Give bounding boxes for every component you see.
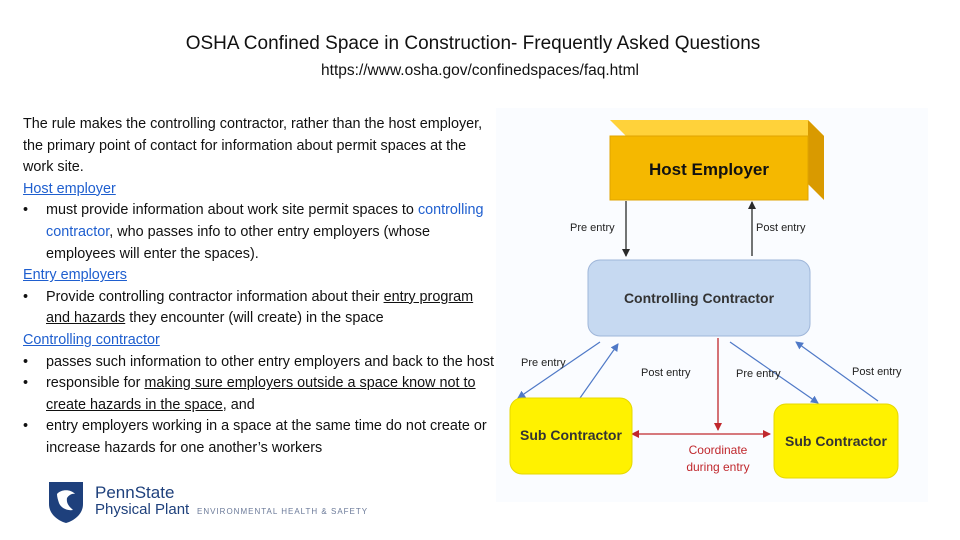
pre-entry-label-left: Pre entry (521, 357, 566, 369)
controlling-contractor-label: Controlling Contractor (623, 290, 775, 306)
coordinate-label-line1: Coordinate (688, 443, 748, 457)
penn-state-logo (45, 480, 465, 524)
controlling-contractor-term: controlling contractor (46, 202, 484, 240)
body-text (23, 114, 495, 460)
logo-line-1: PennState (95, 483, 175, 502)
host-employer-bullet: • must provide information about work site permit spaces to controlling contractor, who passes info to other entry employers (whose employees will enter the spaces). (23, 200, 495, 265)
controlling-contractor-bullet-2: • responsible for making sure employers outside a space know not to create hazards in the space, and (23, 373, 495, 416)
pre-entry-label-top: Pre entry (570, 222, 615, 234)
logo-line-3: ENVIRONMENTAL HEALTH & SAFETY (197, 507, 369, 516)
entry-employers-bullet: • Provide controlling contractor information about their entry program and hazards they encounter (will create) in the space (23, 287, 495, 330)
pre-entry-label-right: Pre entry (736, 368, 781, 380)
nittany-lion-shield-icon (45, 480, 87, 524)
contractor-flow-diagram (496, 108, 928, 502)
controlling-contractor-bullet-3: • entry employers working in a space at the same time do not create or increase hazards for one another’s workers (23, 416, 495, 459)
intro-paragraph: The rule makes the controlling contractor, rather than the host employer, the primary point of contact for information about permit spaces at the work site. (23, 116, 483, 176)
outside-employers-term: making sure employers outside a space know not to create hazards in the space (46, 375, 476, 413)
post-entry-label-left: Post entry (641, 367, 691, 379)
sub-contractor-left-label: Sub Contractor (520, 427, 622, 443)
bullet-marker: • (23, 418, 29, 435)
host-employer-label: Host Employer (649, 160, 769, 179)
bullet-marker: • (23, 353, 29, 370)
sub-contractor-left-box (510, 398, 632, 474)
controlling-contractor-box (588, 260, 810, 336)
entry-program-term: entry program and hazards (46, 288, 474, 327)
controlling-contractor-heading: Controlling contractor (23, 331, 160, 348)
controlling-contractor-bullet-1: • passes such information to other entry employers and back to the host (23, 352, 495, 374)
source-url: https://www.osha.gov/confinedspaces/faq.html (321, 62, 639, 79)
bullet-marker: • (23, 202, 29, 219)
host-employer-heading: Host employer (23, 180, 116, 197)
host-employer-box (610, 120, 824, 200)
page-title: OSHA Confined Space in Construction- Frequently Asked Questions (185, 33, 761, 54)
bullet-marker: • (23, 375, 29, 392)
post-entry-label-right: Post entry (852, 366, 902, 378)
coordinate-label-line2: during entry (686, 460, 750, 474)
pre-entry-arrow-left-sub (518, 342, 600, 398)
bullet-marker: • (23, 288, 29, 305)
logo-line-2: Physical Plant (95, 501, 190, 518)
sub-contractor-right-label: Sub Contractor (785, 433, 887, 449)
entry-employers-heading: Entry employers (23, 267, 127, 284)
sub-contractor-right-box (774, 404, 898, 478)
post-entry-label-top: Post entry (756, 222, 806, 234)
